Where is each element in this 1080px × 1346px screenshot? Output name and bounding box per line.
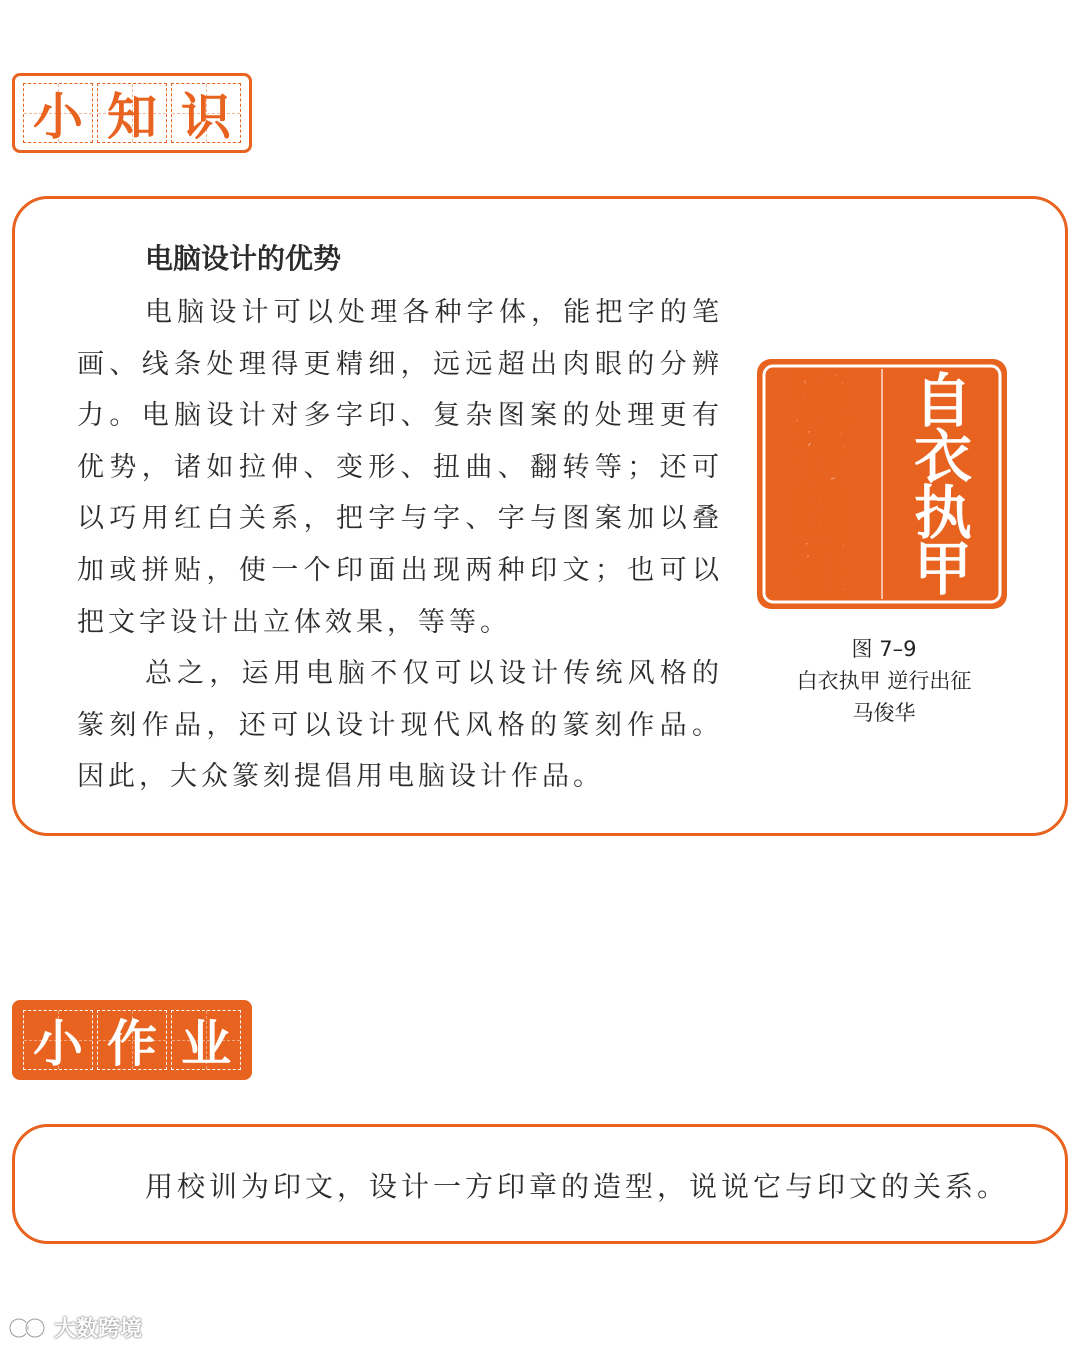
badge-cell bbox=[23, 83, 93, 146]
badge-cell bbox=[97, 83, 167, 146]
watermark-logo-icon bbox=[8, 1315, 48, 1341]
watermark-text: 大数跨境 bbox=[54, 1317, 143, 1342]
badge-cell bbox=[171, 83, 241, 146]
badge-cell bbox=[171, 1010, 241, 1073]
seal-char: 行 bbox=[791, 423, 851, 491]
article-paragraph: 电脑设计可以处理各种字体，能把字的笔画、线条处理得更精细，远远超出肉眼的分辨力。电脑设计对多字印、复杂图案的处理更有优势，诸如拉伸、变形、扭曲、翻转等；还可以巧用红白关系，把字与字、字与图案加以叠加或拼贴，使一个印面出现两种印文；也可以把文字设计出立体效果，等等。 bbox=[77, 297, 723, 638]
homework-section-badge bbox=[12, 1000, 252, 1080]
seal-char: 自 bbox=[913, 367, 973, 435]
badge-char: 作 bbox=[107, 1014, 157, 1073]
article-paragraph: 总之，运用电脑不仅可以设计传统风格的篆刻作品，还可以设计现代风格的篆刻作品。因此，大众篆刻提倡用电脑设计作品。 bbox=[77, 658, 723, 793]
knowledge-panel bbox=[12, 196, 1068, 836]
badge-char: 小 bbox=[33, 1014, 83, 1073]
badge-char: 小 bbox=[33, 87, 83, 146]
badge-cell bbox=[97, 1010, 167, 1073]
figure-caption bbox=[755, 633, 1013, 729]
figure-title: 白衣执甲 逆行出征 bbox=[796, 669, 972, 693]
seal-char: 出 bbox=[791, 479, 851, 547]
seal-char: 执 bbox=[913, 479, 973, 547]
seal-char: 征 bbox=[791, 535, 851, 603]
seal-char: 衣 bbox=[913, 423, 973, 491]
figure-author: 马俊华 bbox=[852, 701, 916, 725]
seal-char: 逆 bbox=[791, 367, 851, 435]
seal-image bbox=[755, 357, 1009, 611]
figure-number: 图 7–9 bbox=[851, 637, 917, 661]
homework-text: 用校训为印文，设计一方印章的造型，说说它与印文的关系。 bbox=[145, 1170, 1010, 1203]
seal-figure bbox=[755, 357, 1013, 729]
badge-char: 识 bbox=[181, 87, 231, 146]
knowledge-article bbox=[77, 237, 723, 803]
article-title: 电脑设计的优势 bbox=[145, 242, 342, 275]
homework-panel bbox=[12, 1124, 1068, 1244]
badge-char: 业 bbox=[181, 1014, 231, 1073]
knowledge-section-badge bbox=[12, 73, 252, 153]
seal-char: 甲 bbox=[913, 535, 973, 603]
badge-cell bbox=[23, 1010, 93, 1073]
badge-char: 知 bbox=[107, 87, 157, 146]
watermark bbox=[8, 1312, 142, 1343]
